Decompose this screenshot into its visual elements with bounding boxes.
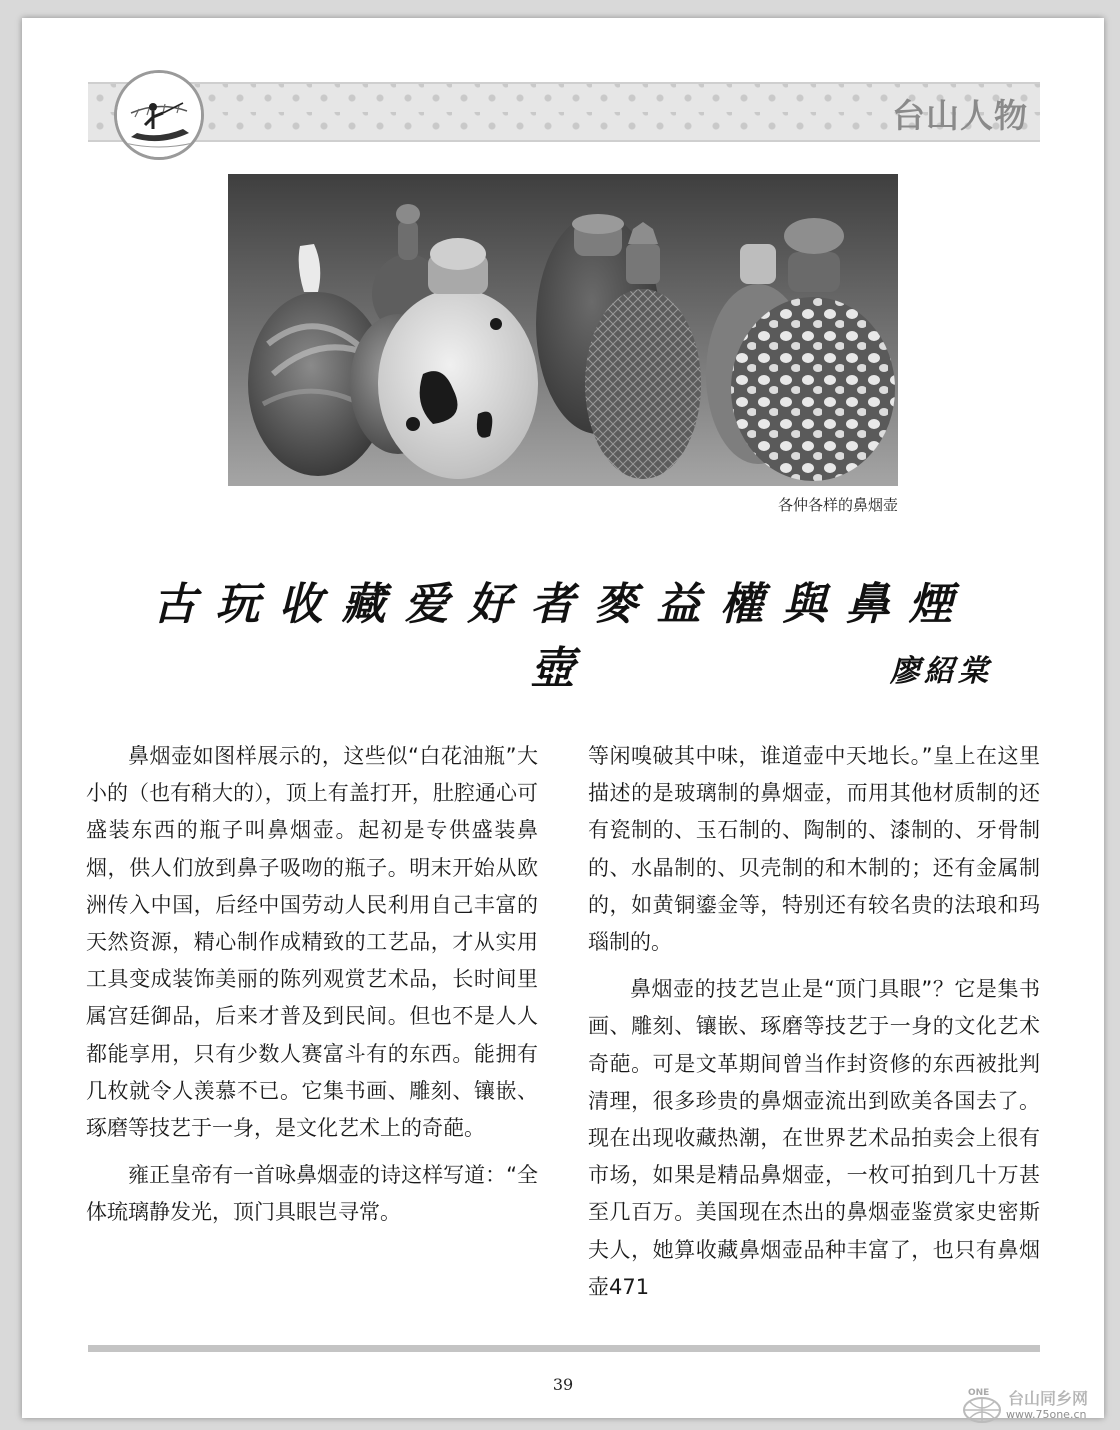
footer-divider bbox=[88, 1345, 1040, 1352]
paragraph: 雍正皇帝有一首咏鼻烟壶的诗这样写道：“全体琉璃静发光，顶门具眼岂寻常。 bbox=[86, 1163, 538, 1225]
section-title: 台山人物 bbox=[892, 96, 1028, 135]
paragraph: 鼻烟壶如图样展示的，这些似“白花油瓶”大小的（也有稍大的），顶上有盖打开，肚腔通心可盛装东西的瓶子叫鼻烟壶。起初是专供盛装鼻烟，供人们放到鼻子吸吻的瓶子。明末开始从欧洲传入中国，后经中国劳动人民利用自己丰富的天然资源，精心制作成精致的工艺品，才从实用工具变成装饰美丽的陈列观赏艺术品，长时间里属宫廷御品，后来才普及到民间。但也不是人人都能享用，只有少数人赛富斗有的东西。能拥有几枚就令人羡慕不已。它集书画、雕刻、镶嵌、琢磨等技艺于一身，是文化艺术上的奇葩。 bbox=[86, 744, 538, 1141]
left-column bbox=[86, 738, 538, 1242]
photo-caption: 各仲各样的鼻烟壶 bbox=[777, 496, 898, 514]
globe-logo-icon bbox=[960, 1386, 1004, 1426]
page-number: 39 bbox=[552, 1375, 574, 1394]
paragraph: 鼻烟壶的技艺岂止是“顶门具眼”？它是集书画、雕刻、镶嵌、琢磨等技艺于一身的文化艺术奇葩。可是文革期间曾当作封资修的东西被批判清理，很多珍贵的鼻烟壶流出到欧美各国去了。现在出现收藏热潮，在世界艺术品拍卖会上很有市场，如果是精品鼻烟壶，一枚可拍到几十万甚至几百万。美国现在杰出的鼻烟壶鉴赏家史密斯夫人，她算收藏鼻烟壶品种丰富了，也只有鼻烟壶471 bbox=[588, 977, 1040, 1299]
paragraph: 等闲嗅破其中味，谁道壶中天地长。”皇上在这里描述的是玻璃制的鼻烟壶，而用其他材质制的还有瓷制的、玉石制的、陶制的、漆制的、牙骨制的、水晶制的、贝壳制的和木制的；还有金属制的，如黄铜鎏金等，特别还有较名贵的法琅和玛瑙制的。 bbox=[588, 744, 1040, 955]
magazine-page bbox=[22, 18, 1104, 1418]
right-column bbox=[588, 738, 1040, 1316]
article-title: 古玩收藏爱好者麥益權與鼻煙壺 bbox=[152, 579, 972, 694]
header-band bbox=[88, 82, 1040, 142]
snuff-bottles-photo bbox=[228, 174, 898, 486]
watermark-site-name: 台山同乡网 bbox=[1008, 1389, 1089, 1408]
article-author: 廖紹棠 bbox=[890, 654, 992, 689]
watermark-url: www.75one.cn bbox=[1006, 1408, 1087, 1421]
site-watermark bbox=[960, 1386, 1120, 1426]
boatman-logo-icon bbox=[114, 70, 204, 160]
logo-text: ONE bbox=[968, 1388, 990, 1398]
